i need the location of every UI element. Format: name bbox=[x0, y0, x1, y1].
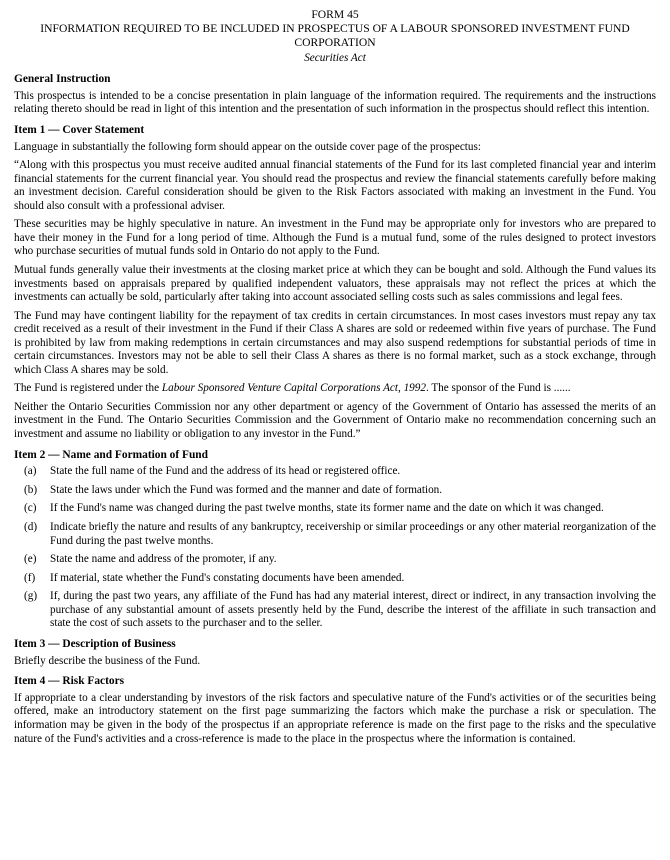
list-item-text: State the laws under which the Fund was formed and the manner and date of formation. bbox=[50, 483, 443, 496]
general-instruction-text: This prospectus is intended to be a concise presentation in plain language of the information required. The requirements and the instructions relating thereto should be read in light of this intention and the presentation of such information in the prospectus should reflect this intention. bbox=[14, 89, 656, 116]
list-item-text: State the name and address of the promoter, if any. bbox=[50, 553, 277, 566]
item4-heading: Item 4 — Risk Factors bbox=[14, 675, 125, 688]
list-item-label: (c) bbox=[24, 502, 37, 515]
list-item bbox=[14, 590, 656, 631]
item4-text: If appropriate to a clear understanding by investors of the risk factors and speculative nature of the Fund's activities or of the securities being offered, make an introductory statement on the first page summarizing the factors which make the purchase a risk or speculation. The information may be given in the body of the prospectus if an appropriate reference is made on the first page to the risks and the speculative nature of the Fund's activities and a cross-reference is made to the place in the prospectus where the information is contained. bbox=[14, 691, 656, 745]
form-title: INFORMATION REQUIRED TO BE INCLUDED IN PROSPECTUS OF A LABOUR SPONSORED INVESTMENT FUND CORPORATION bbox=[40, 22, 630, 49]
list-item-text: If, during the past two years, any affiliate of the Fund has had any material interest, direct or indirect, in any transaction involving the purchase of any substantial amount of assets presently held by the Fund, describe the interest of the affiliate in such transaction and state the cost of such assets to the purchaser and to the seller. bbox=[50, 590, 656, 630]
item1-paragraph-1: “Along with this prospectus you must receive audited annual financial statements of the Fund for its last completed financial year and interim financial statements for the current financial year. You should read the prospectus and review the financial statements carefully before making an investment decision. Careful consideration should be given to the Risk Factors associated with making an investment in the Fund. You should also consult with a professional adviser. bbox=[14, 159, 656, 212]
item2-list bbox=[14, 465, 656, 630]
form-number: FORM 45 bbox=[311, 8, 359, 21]
item1-paragraph-2: These securities may be highly speculative in nature. An investment in the Fund may be appropriate only for investors who are prepared to have their money in the Fund for a long period of time. Although the Fund is a mutual fund, some of the rules designed to protect investors who purchase securities of mutual funds sold in Ontario do not apply to the Fund. bbox=[14, 218, 656, 258]
item2-heading: Item 2 — Name and Formation of Fund bbox=[14, 448, 208, 461]
general-instruction-heading: General Instruction bbox=[14, 72, 111, 85]
list-item-text: Indicate briefly the nature and results of any bankruptcy, receivership or similar proceedings or any other material reorganization of the Fund during the past twelve months. bbox=[50, 520, 656, 547]
list-item-text: If the Fund's name was changed during the past twelve months, state its former name and the date on which it was changed. bbox=[50, 502, 604, 515]
list-item bbox=[14, 502, 656, 516]
list-item-label: (g) bbox=[24, 590, 38, 603]
item1-paragraph-3: Mutual funds generally value their investments at the closing market price at which they can be bought and sold. Although the Fund values its investments based on appraisals prepared by qualified independent valuators, these appraisals may not reflect the prices at which the investments can actually be sold, particularly after taking into account associated selling costs such as sales commissions and legal fees. bbox=[14, 263, 656, 304]
item1-paragraph-5 bbox=[14, 382, 656, 396]
item1-intro: Language in substantially the following form should appear on the outside cover page of the prospectus: bbox=[14, 140, 481, 153]
item1-heading: Item 1 — Cover Statement bbox=[14, 123, 145, 136]
item1-paragraph-4: The Fund may have contingent liability for the repayment of tax credits in certain circumstances. In most cases investors must repay any tax credit received as a result of their investment in the Fund if their Class A shares are sold or redeemed within five years of purchase. The Fund is prohibited by law from making redemptions in certain circumstances and may also suspend redemptions for substantial periods of time in certain circumstances. Investors may not be able to sell their Class A shares as there is no formal market, such as a stock exchange, through which Class A shares may be sold. bbox=[14, 309, 656, 376]
list-item-label: (f) bbox=[24, 571, 36, 584]
list-item bbox=[14, 553, 656, 567]
list-item-text: If material, state whether the Fund's constating documents have been amended. bbox=[50, 571, 405, 584]
list-item bbox=[14, 521, 656, 548]
list-item-text: State the full name of the Fund and the address of its head or registered office. bbox=[50, 465, 401, 478]
item1-paragraph-6: Neither the Ontario Securities Commission nor any other department or agency of the Government of Ontario has assessed the merits of an investment in the Fund. The Ontario Securities Commission and the Government of Ontario make no recommendation concerning such an investment and assume no liability or obligation to any investor in the Fund.” bbox=[14, 400, 656, 440]
item3-text: Briefly describe the business of the Fund. bbox=[14, 654, 201, 667]
list-item bbox=[14, 572, 656, 586]
list-item bbox=[14, 484, 656, 498]
p5-pre: The Fund is registered under the bbox=[14, 382, 162, 395]
list-item bbox=[14, 465, 656, 479]
act-name: Securities Act bbox=[304, 52, 366, 65]
p5-post: . The sponsor of the Fund is ...... bbox=[425, 382, 571, 395]
list-item-label: (e) bbox=[24, 553, 37, 566]
item3-heading: Item 3 — Description of Business bbox=[14, 637, 176, 650]
list-item-label: (d) bbox=[24, 520, 38, 533]
list-item-label: (b) bbox=[24, 483, 38, 496]
list-item-label: (a) bbox=[24, 465, 37, 478]
act-title: Labour Sponsored Venture Capital Corporations Act, 1992 bbox=[161, 382, 426, 395]
